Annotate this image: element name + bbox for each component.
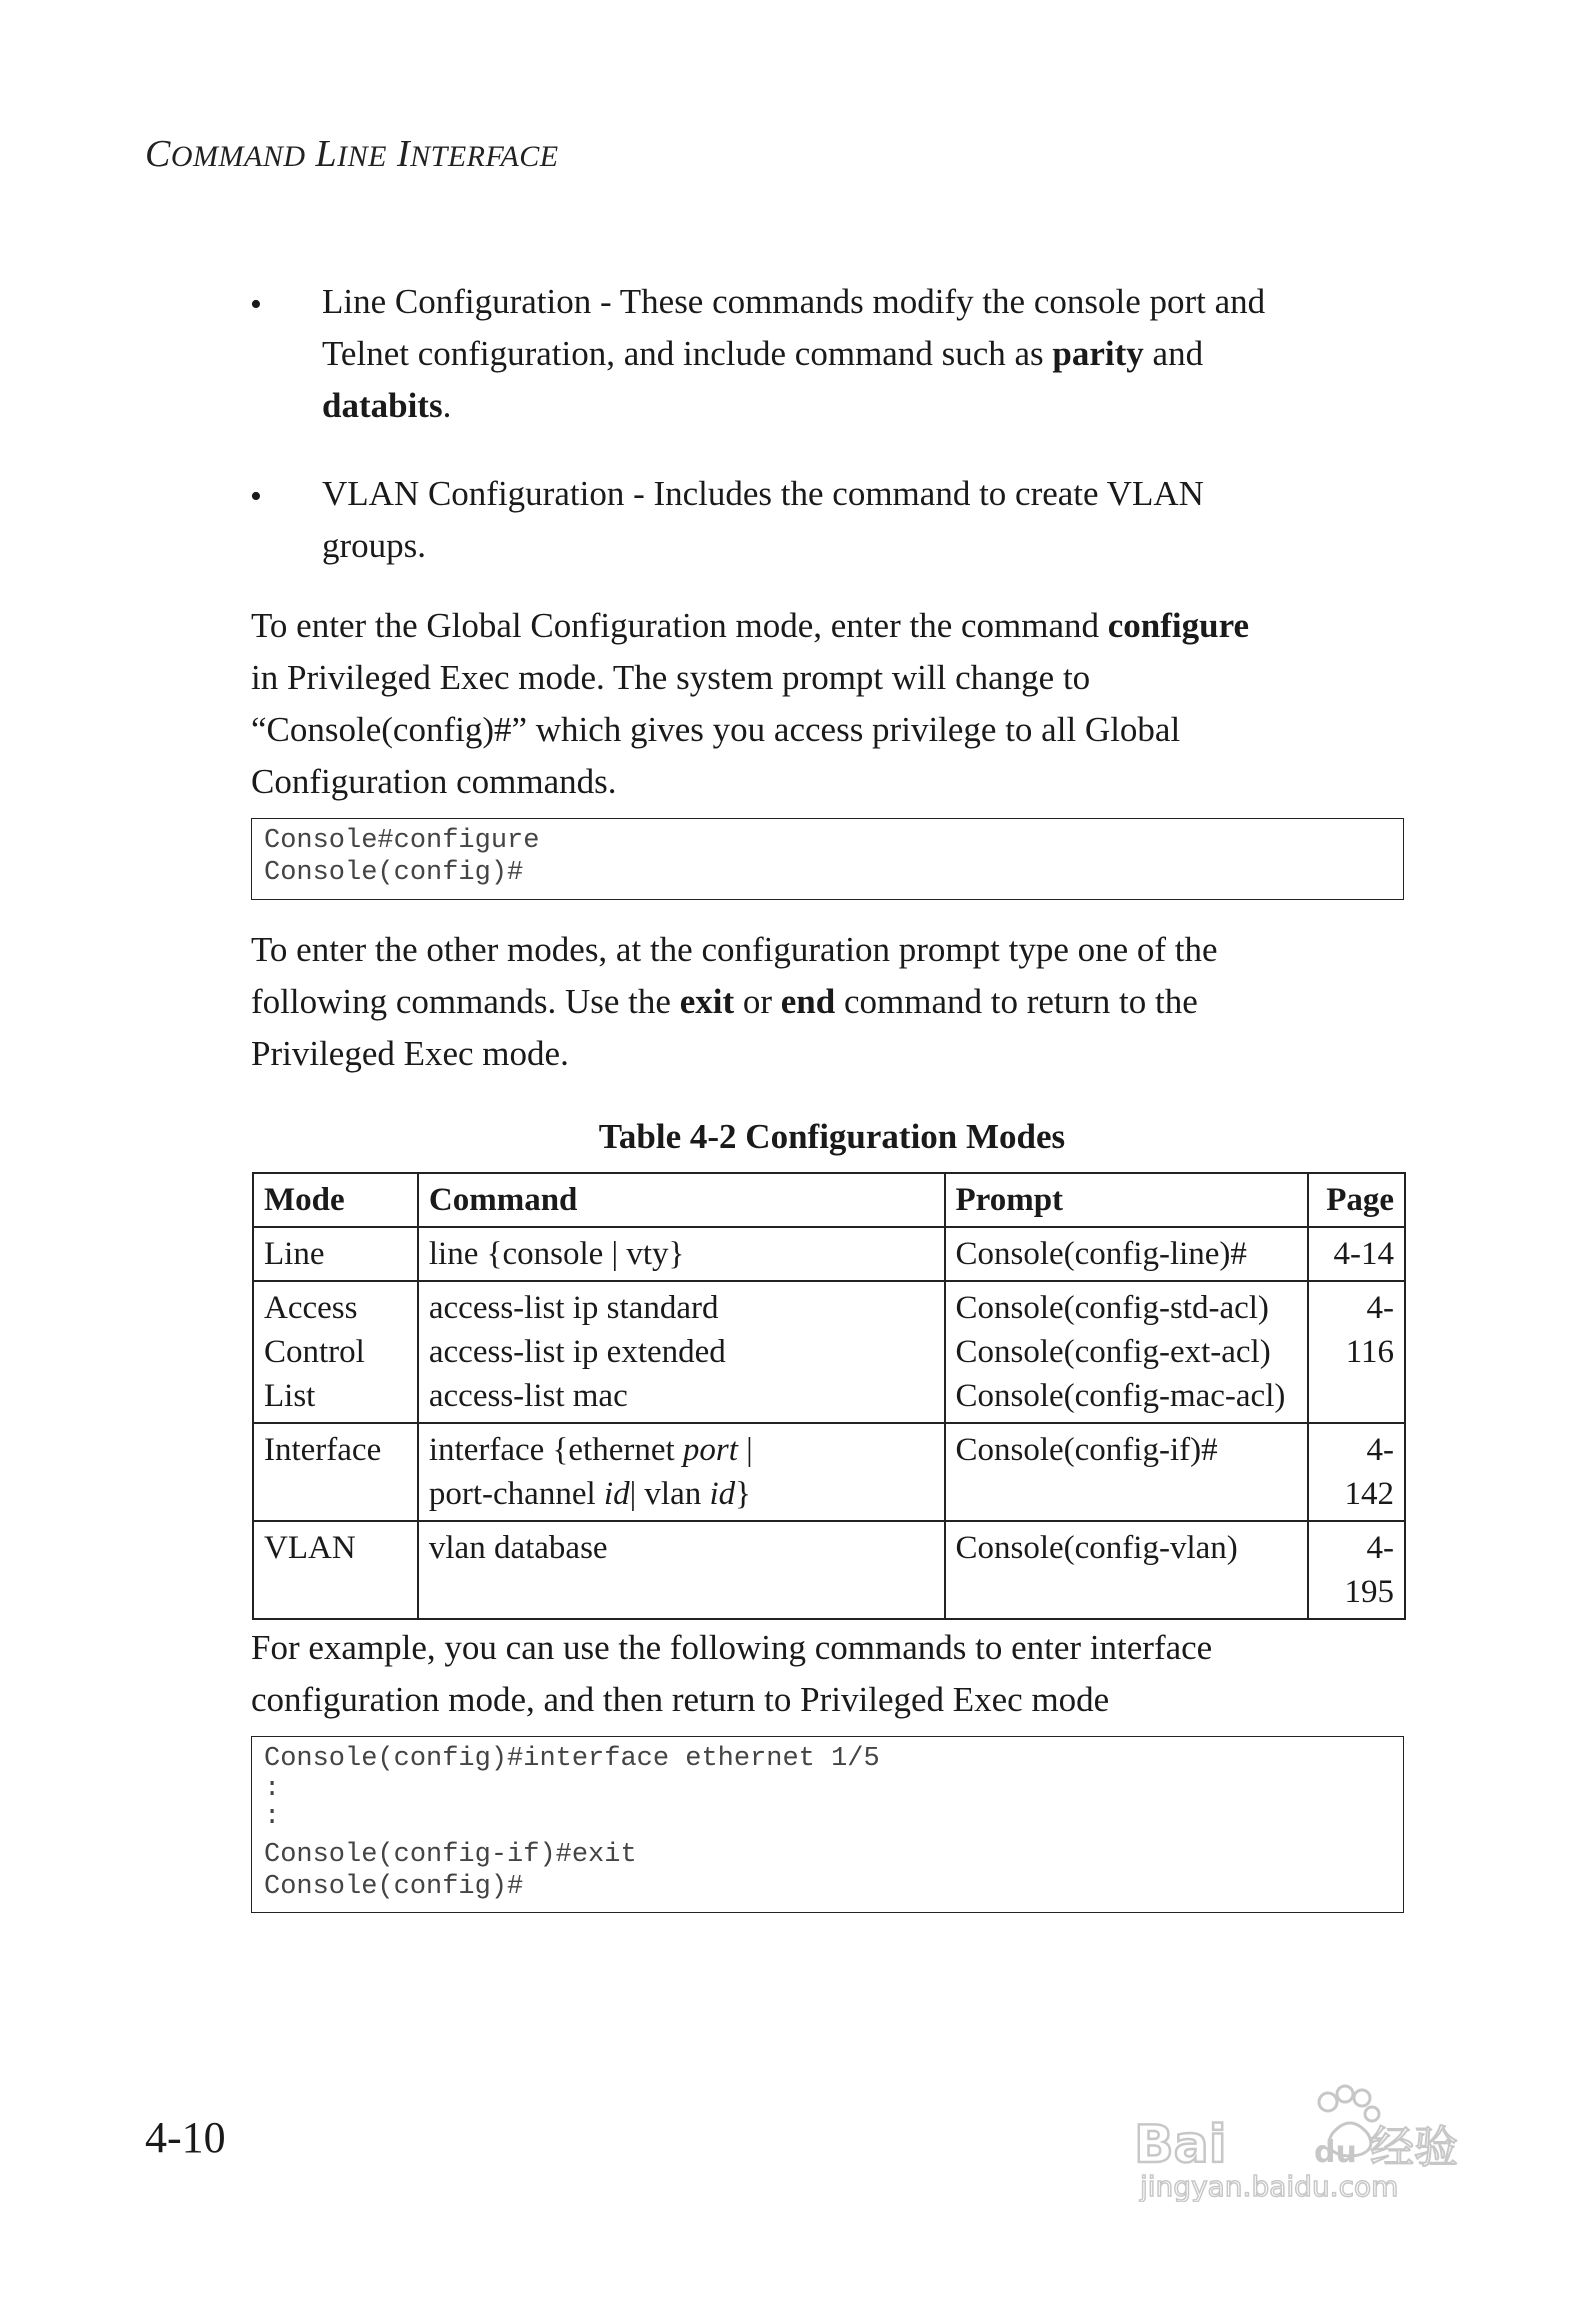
- table-row: [253, 1423, 1405, 1521]
- code-example-configure: [251, 818, 1404, 900]
- cell-mode: Line: [253, 1227, 418, 1281]
- svg-text:经验: 经验: [1370, 2122, 1458, 2173]
- cell-page: 4-116: [1308, 1281, 1405, 1423]
- table-caption: Table 4-2 Configuration Modes: [598, 1117, 1066, 1156]
- configuration-modes-table: [252, 1172, 1406, 1620]
- bullet-line-configuration: Line Configuration - These commands modify the console port and Telnet configuration, and include command such as parity and databits.: [322, 282, 1266, 425]
- cell-mode: Access Control List: [253, 1281, 418, 1423]
- cell-prompt: Console(config-vlan): [945, 1521, 1309, 1619]
- bullet-vlan-configuration: VLAN Configuration - Includes the command to create VLAN groups.: [322, 474, 1204, 565]
- column-header-command: Command: [418, 1173, 945, 1227]
- code-ellipsis: : :: [264, 1774, 281, 1832]
- bullet-marker: •: [250, 286, 262, 323]
- cell-command: access-list ip standard access-list ip extended access-list mac: [418, 1281, 945, 1423]
- cell-command: interface {ethernet port | port-channel id| vlan id}: [418, 1423, 945, 1521]
- code-line: Console(config)#: [264, 858, 524, 888]
- cell-mode: VLAN: [253, 1521, 418, 1619]
- cell-prompt: Console(config-std-acl) Console(config-ext-acl) Console(config-mac-acl): [945, 1281, 1309, 1423]
- code-line: Console(config-if)#exit: [264, 1840, 637, 1870]
- table-row: [253, 1227, 1405, 1281]
- cell-prompt: Console(config-line)#: [945, 1227, 1309, 1281]
- column-header-page: Page: [1308, 1173, 1405, 1227]
- page-number: 4-10: [145, 2113, 226, 2162]
- table-row: [253, 1521, 1405, 1619]
- code-line: Console(config)#interface ethernet 1/5: [264, 1744, 880, 1774]
- code-line: Console(config)#: [264, 1872, 524, 1902]
- svg-text:jingyan.baidu.com: jingyan.baidu.com: [1140, 2170, 1399, 2202]
- cell-page: 4-14: [1308, 1227, 1405, 1281]
- baidu-watermark-logo: [1132, 2082, 1472, 2202]
- running-header: [145, 132, 559, 176]
- cell-page: 4-142: [1308, 1423, 1405, 1521]
- table-header-row: [253, 1173, 1405, 1227]
- cell-mode: Interface: [253, 1423, 418, 1521]
- code-line: Console#configure: [264, 826, 540, 856]
- paragraph-global-config: To enter the Global Configuration mode, enter the command configure in Privileged Exec mode. The system prompt will change to “Console(config)#” which gives you access privilege to all Global Configuration commands.: [251, 606, 1250, 801]
- cell-prompt: Console(config-if)#: [945, 1423, 1309, 1521]
- bullet-marker: •: [250, 478, 262, 515]
- cell-page: 4-195: [1308, 1521, 1405, 1619]
- table-row: [253, 1281, 1405, 1423]
- column-header-mode: Mode: [253, 1173, 418, 1227]
- header-word: COMMAND: [145, 133, 306, 175]
- code-example-interface: [251, 1736, 1404, 1913]
- paragraph-example: For example, you can use the following commands to enter interface configuration mode, and then return to Privileged Exec mode: [251, 1628, 1213, 1719]
- column-header-prompt: Prompt: [945, 1173, 1309, 1227]
- svg-text:Bai: Bai: [1134, 2115, 1227, 2175]
- cell-command: line {console | vty}: [418, 1227, 945, 1281]
- header-word: INTERFACE: [396, 133, 559, 175]
- paragraph-other-modes: To enter the other modes, at the configuration prompt type one of the following commands. Use the exit or end command to return to the Privileged Exec mode.: [251, 930, 1218, 1073]
- cell-command: vlan database: [418, 1521, 945, 1619]
- header-word: LINE: [315, 133, 387, 175]
- svg-text:du: du: [1314, 2135, 1357, 2170]
